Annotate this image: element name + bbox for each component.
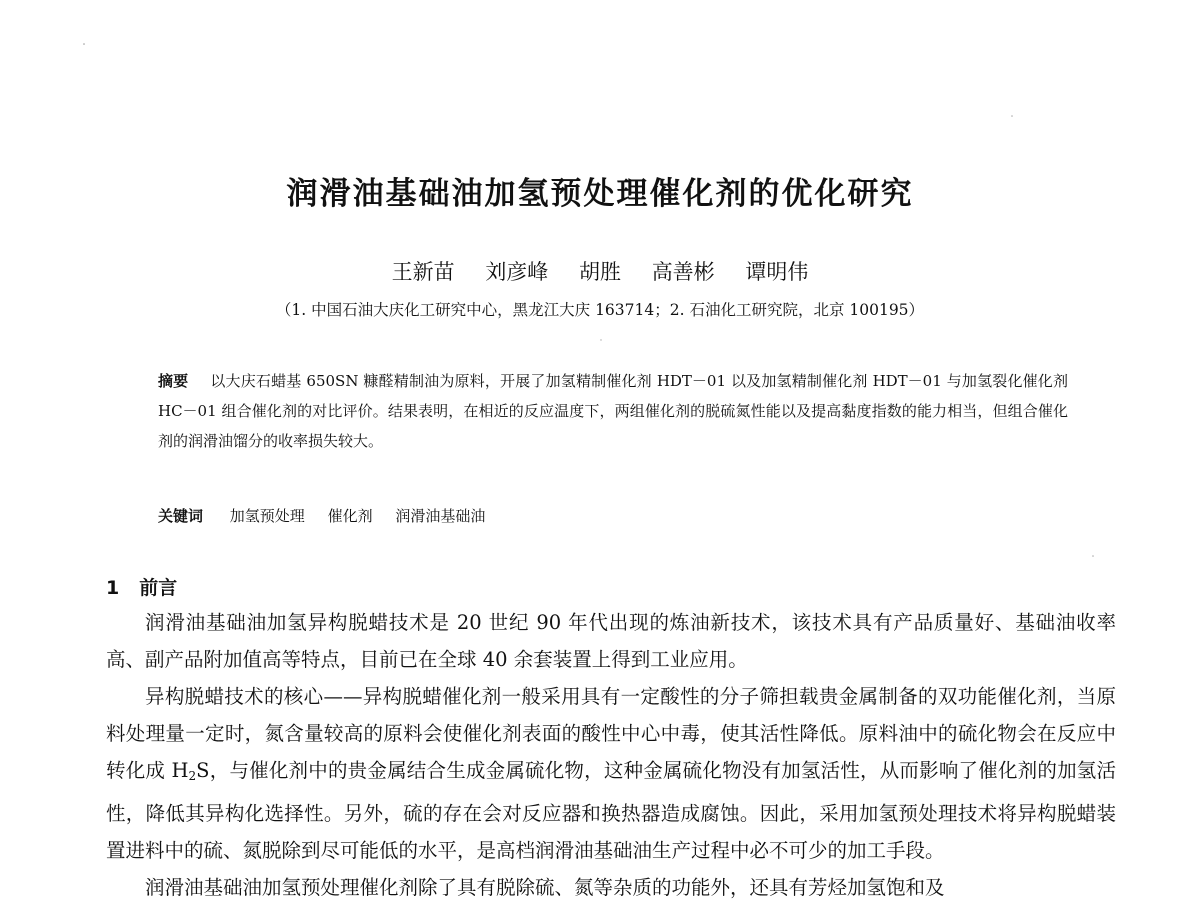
abstract: [158, 366, 1068, 456]
author-name: 谭明伟: [745, 260, 809, 284]
keyword: 加氢预处理: [229, 507, 305, 525]
section-heading: [106, 573, 177, 600]
paragraph: [106, 678, 1116, 869]
author-name: 王新苗: [391, 260, 455, 284]
subscript: 2: [188, 769, 197, 783]
paragraph: 润滑油基础油加氢异构脱蜡技术是 20 世纪 90 年代出现的炼油新技术，该技术具有产品质量好、基础油收率高、副产品附加值高等特点，目前已在全球 40 余套装置上得到工业应用。: [106, 611, 1116, 671]
author-list: [0, 256, 1200, 286]
keywords: [158, 505, 1068, 526]
section-title: 前言: [139, 577, 178, 599]
abstract-text: 以大庆石蜡基 650SN 糠醛精制油为原料，开展了加氢精制催化剂 HDT－01 以及加氢精制催化剂 HDT－01 与加氢裂化催化剂 HC－01 组合催化剂的对比评价。结果表明，在相近的反应温度下，两组催化剂的脱硫氮性能以及提高黏度指数的能力相当，但组合催化剂的润滑油馏分的收率损失较大。: [158, 372, 1068, 450]
speck: [600, 339, 601, 340]
body-text: [106, 604, 1116, 906]
author-name: 刘彦峰: [485, 260, 549, 284]
speck: [83, 43, 85, 45]
keyword: 催化剂: [327, 507, 373, 525]
speck: [1011, 115, 1013, 117]
affiliation: （1. 中国石油大庆化工研究中心，黑龙江大庆 163714；2. 石油化工研究院，北京 100195）: [275, 301, 925, 319]
author-name: 高善彬: [651, 260, 715, 284]
paragraph-text: S，与催化剂中的贵金属结合生成金属硫化物，这种金属硫化物没有加氢活性，从而影响了催化剂的加氢活性，降低其异构化选择性。另外，硫的存在会对反应器和换热器造成腐蚀。因此，采用加氢预处理技术将异构脱蜡装置进料中的硫、氮脱除到尽可能低的水平，是高档润滑油基础油生产过程中必不可少的加工手段。: [106, 759, 1116, 862]
keywords-label: 关键词: [158, 507, 204, 525]
speck: [1092, 555, 1094, 557]
keyword: 润滑油基础油: [395, 507, 486, 525]
abstract-label: 摘要: [158, 372, 189, 390]
author-name: 胡胜: [579, 260, 621, 284]
paragraph: 润滑油基础油加氢预处理催化剂除了具有脱除硫、氮等杂质的功能外，还具有芳烃加氢饱和及: [145, 876, 945, 899]
section-number: 1: [106, 577, 120, 599]
paper-title: 润滑油基础油加氢预处理催化剂的优化研究: [286, 176, 914, 212]
paragraph-text: 异构脱蜡技术的核心——异构脱蜡催化剂一般采用具有一定酸性的分子筛担载贵金属制备的双功能催化剂，当原料处理量一定时，氮含量较高的原料会使催化剂表面的酸性中心中毒，使其活性降低。原料油中的硫化物会在反应中转化成 H: [106, 685, 1116, 782]
